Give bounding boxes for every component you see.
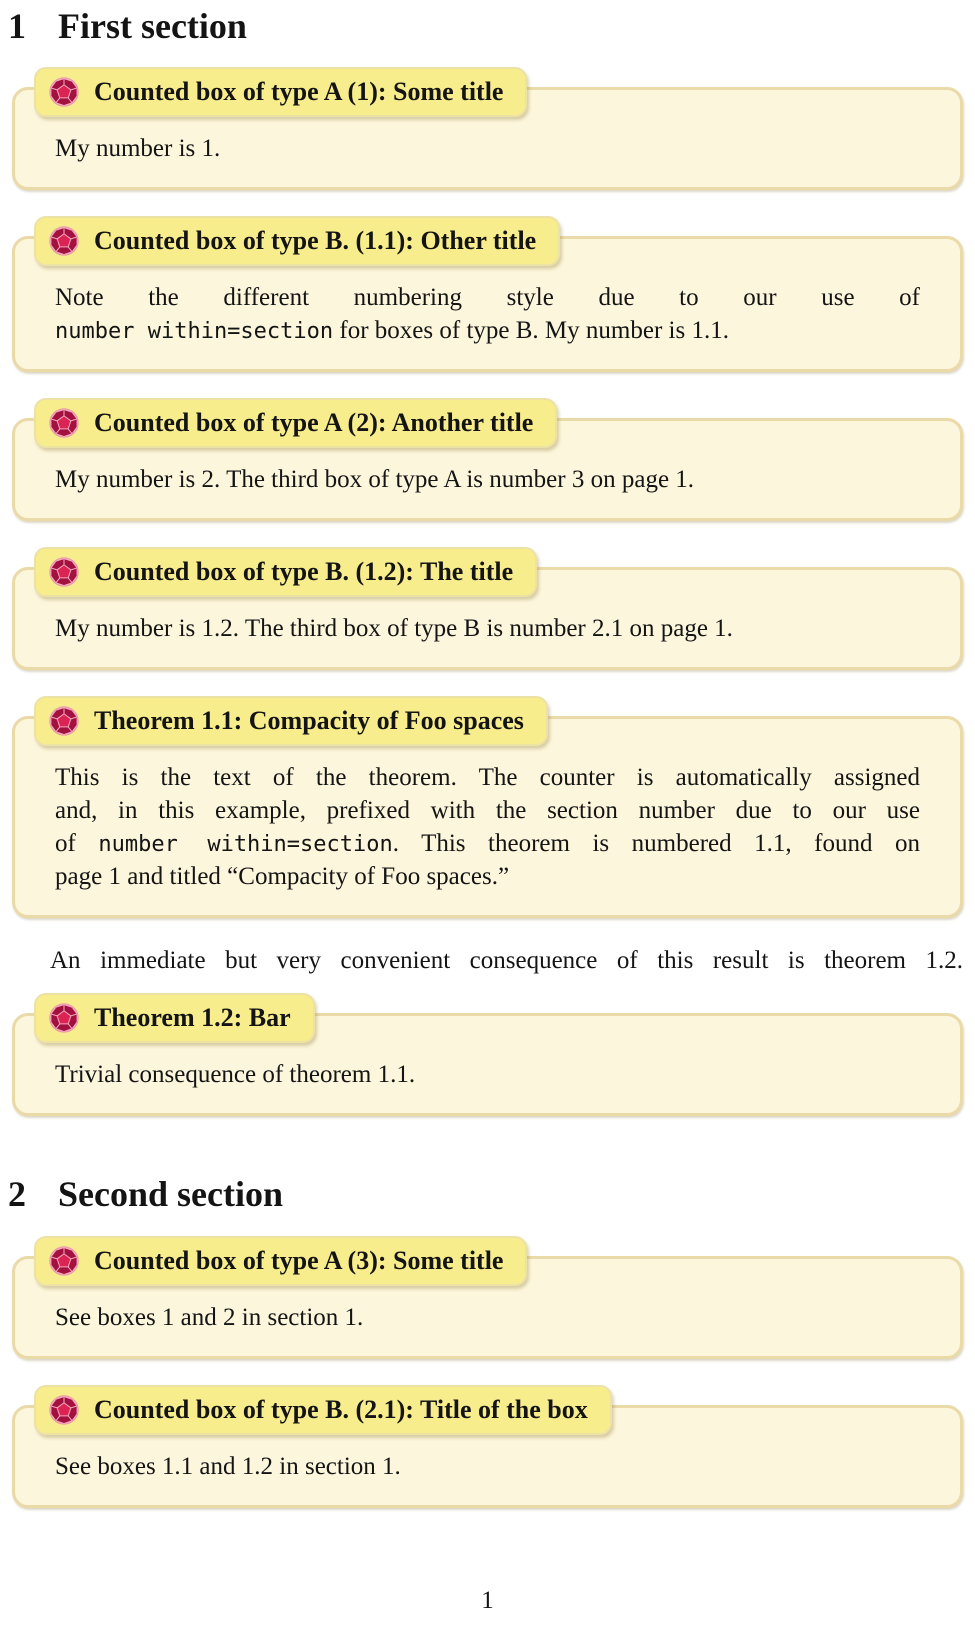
gem-icon — [49, 1395, 79, 1425]
section-title: First section — [58, 6, 247, 46]
page-number: 1 — [481, 1587, 494, 1614]
section-number: 1 — [8, 6, 26, 46]
text-span: for boxes of type B. My number is 1.1. — [333, 317, 729, 345]
text-span: My number is 1. — [55, 135, 221, 163]
box-body — [12, 716, 963, 918]
box-body-line — [55, 463, 920, 496]
text-span: page 1 and titled “Compacity of Foo spaces.” — [55, 863, 510, 891]
box-title-tab — [34, 993, 315, 1043]
box-body-line — [55, 314, 920, 347]
counted-box — [12, 216, 963, 372]
document-content — [0, 6, 975, 1508]
counted-box — [12, 67, 963, 190]
box-title: Counted box of type A (1): Some title — [94, 77, 504, 107]
box-title-tab — [34, 696, 548, 746]
text-span: . This theorem is numbered 1.1, found on — [392, 830, 920, 858]
box-title-tab — [34, 1385, 612, 1435]
counted-box — [12, 993, 963, 1116]
box-body-line — [55, 860, 920, 893]
section-heading — [8, 6, 975, 47]
counted-box — [12, 1385, 963, 1508]
gem-icon — [49, 77, 79, 107]
box-title: Counted box of type B. (1.2): The title — [94, 557, 514, 587]
text-span: and, in this example, prefixed with the section number due to our use — [55, 797, 920, 825]
text-span: Trivial consequence of theorem 1.1. — [55, 1061, 416, 1089]
box-body-line — [55, 132, 920, 165]
box-title-tab — [34, 398, 557, 448]
text-span: of — [55, 830, 99, 858]
counted-box — [12, 547, 963, 670]
box-title-tab — [34, 1236, 527, 1286]
counted-box — [12, 398, 963, 521]
code-span: number within=section — [55, 319, 334, 345]
box-title-tab — [34, 67, 527, 117]
text-span: This is the text of the theorem. The counter is automatically assigned — [55, 764, 920, 792]
gem-icon — [49, 1003, 79, 1033]
text-span: My number is 1.2. The third box of type B is number 2.1 on page 1. — [55, 615, 733, 643]
gem-icon — [49, 557, 79, 587]
box-body-line — [55, 1450, 920, 1483]
gem-icon — [49, 706, 79, 736]
counted-box — [12, 1236, 963, 1359]
text-span: My number is 2. The third box of type A is number 3 on page 1. — [55, 466, 695, 494]
box-title-tab — [34, 547, 537, 597]
box-body-line — [55, 1058, 920, 1091]
box-body-line — [55, 827, 920, 860]
code-span: number within=section — [98, 832, 393, 858]
box-title: Theorem 1.2: Bar — [94, 1003, 291, 1033]
box-body-line — [55, 281, 920, 314]
box-title: Counted box of type B. (2.1): Title of the box — [94, 1394, 588, 1424]
box-body-line — [55, 794, 920, 827]
text-span: An immediate but very convenient consequence of this result is theorem 1.2. — [50, 947, 963, 975]
text-span: See boxes 1 and 2 in section 1. — [55, 1303, 364, 1331]
box-title-tab — [34, 216, 560, 266]
section-heading — [8, 1174, 975, 1215]
content-paragraph — [12, 944, 963, 977]
section-title: Second section — [58, 1174, 283, 1215]
gem-icon — [49, 226, 79, 256]
box-title: Theorem 1.1: Compacity of Foo spaces — [94, 706, 524, 736]
section-number: 2 — [8, 1174, 26, 1215]
box-title: Counted box of type B. (1.1): Other title — [94, 226, 537, 256]
box-body-line — [55, 612, 920, 645]
gem-icon — [49, 1246, 79, 1276]
box-title: Counted box of type A (3): Some title — [94, 1245, 504, 1275]
text-span: See boxes 1.1 and 1.2 in section 1. — [55, 1452, 401, 1480]
box-body-line — [55, 761, 920, 794]
box-body-line — [55, 1301, 920, 1334]
gem-icon — [49, 408, 79, 438]
box-title: Counted box of type A (2): Another title — [94, 408, 534, 438]
box-body-line — [12, 944, 963, 977]
counted-box — [12, 696, 963, 918]
text-span: Note the different numbering style due to our use of — [55, 284, 920, 312]
